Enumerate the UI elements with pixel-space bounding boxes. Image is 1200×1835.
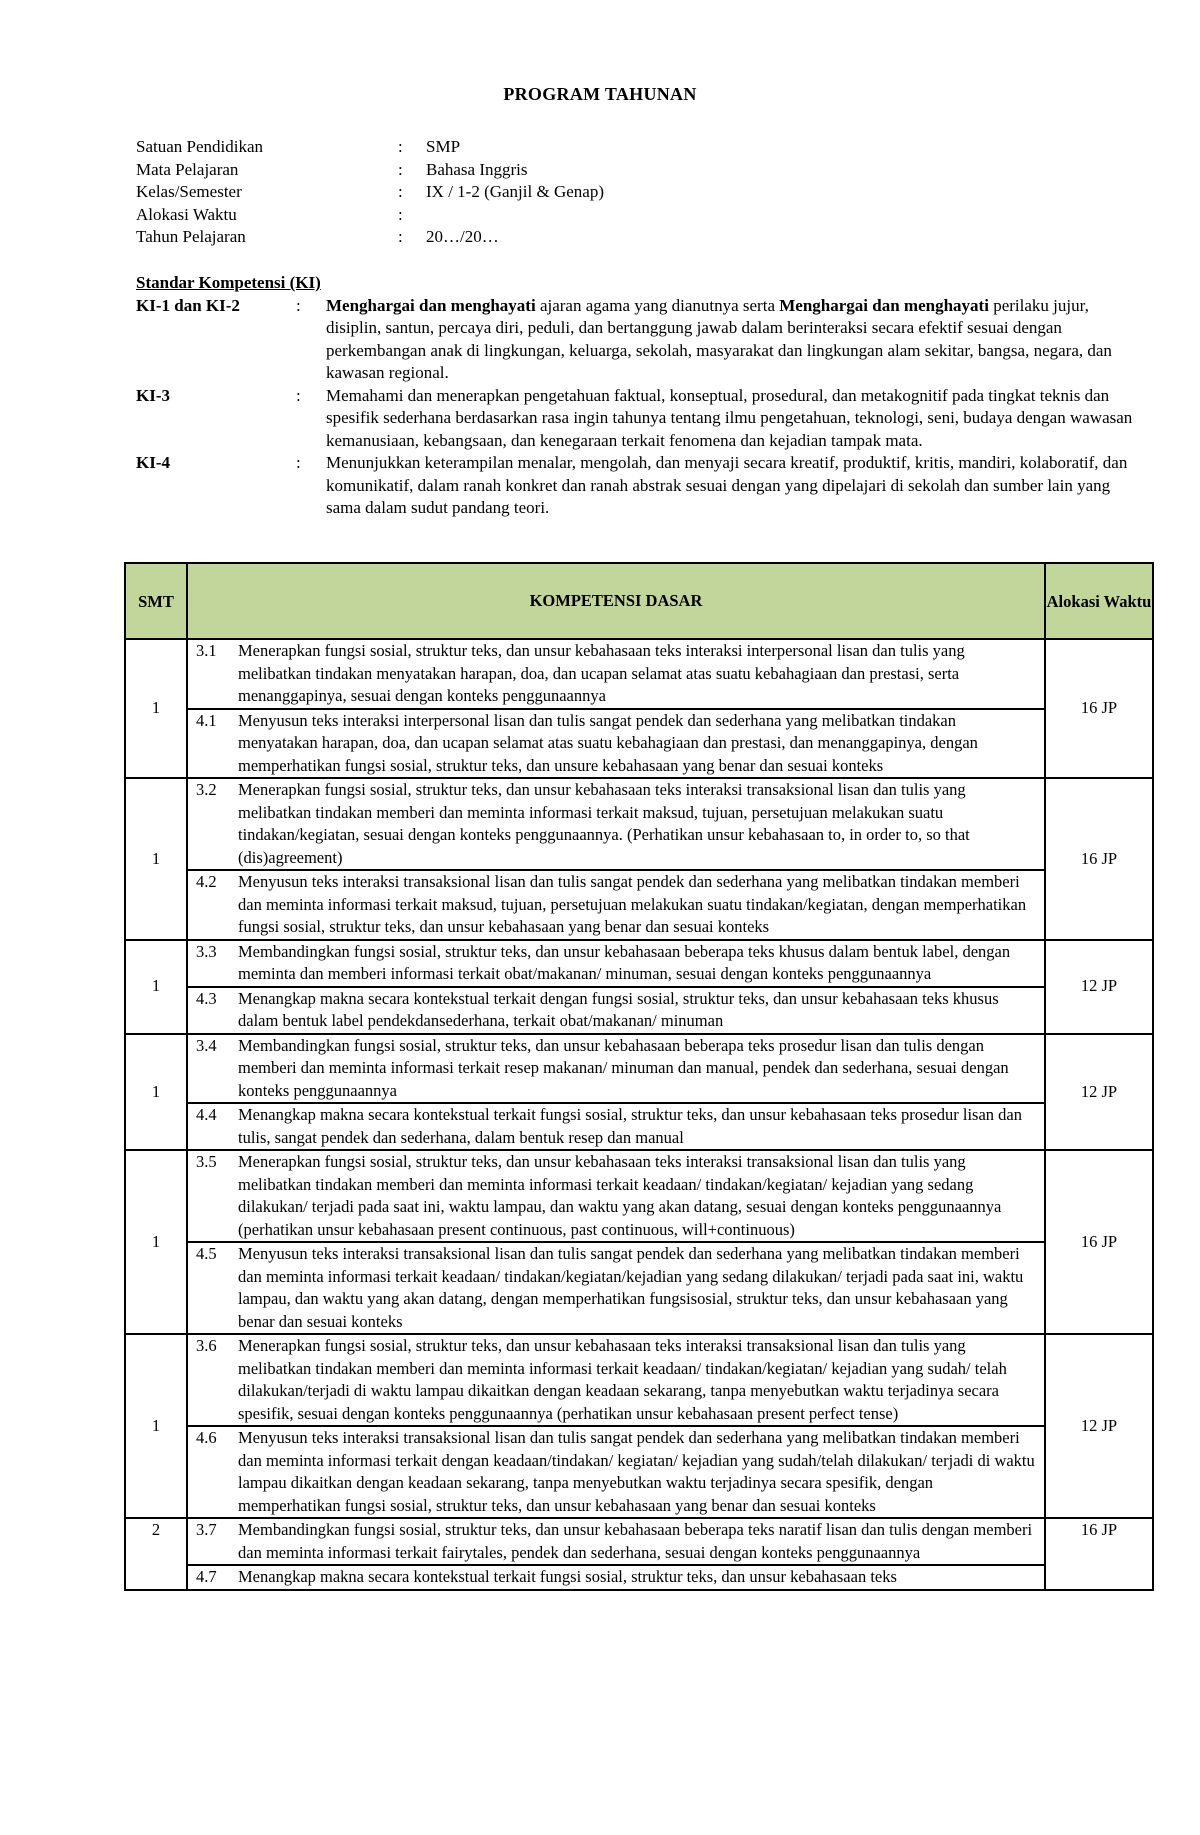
kd-text: Menyusun teks interaksi transaksional lisan dan tulis sangat pendek dan sederhana yang melibatkan tindakan memberi dan meminta informasi terkait maksud, tujuan, persetujuan melakukan suatu tindakan/kegiatan, dengan memperhatikan fungsi sosial, struktur teks, dan unsur kebahasaan yang benar dan sesuai konteks [238,872,1027,936]
kd-text: Menerapkan fungsi sosial, struktur teks, dan unsur kebahasaan teks interaksi transaksional lisan dan tulis yang melibatkan tindakan memberi dan meminta informasi terkait keadaan/ tindakan/kegiatan/ kejadian yang sedang dilakukan/ terjadi pada saat ini, waktu lampau, dan waktu yang akan datang, sesuai dengan konteks penggunaannya (perhatikan unsur kebahasaan present continuous, past continuous, will+continuous) [238,1152,1002,1239]
kd-item [188,1035,1044,1103]
table-header-row [125,563,1153,639]
aw-cell: 12 JP [1045,1034,1153,1151]
table-row [125,1150,1153,1334]
ki-label: KI-1 dan KI-2 [136,295,240,315]
kd-text: Menangkap makna secara kontekstual terkait fungsi sosial, struktur teks, dan unsur kebahasaan teks [238,1567,897,1586]
info-row [136,159,604,182]
kd-text: Menerapkan fungsi sosial, struktur teks, dan unsur kebahasaan teks interaksi transaksional lisan dan tulis yang melibatkan tindakan memberi dan meminta informasi terkait keadaan/ tindakan/kegiatan/ kejadian yang sudah/ telah dilakukan/terjadi di waktu lampau dikaitkan dengan keadaan sekarang, tanpa menyebutkan waktu terjadinya secara spesifik, sesuai dengan konteks penggunaannya (perhatikan unsur kebahasaan present perfect tense) [238,1336,1007,1423]
smt-cell: 1 [125,940,187,1034]
kd-cell [187,639,1045,778]
kd-item [188,1519,1044,1564]
kd-item [188,986,1044,1033]
info-colon: : [398,227,403,246]
aw-cell: 16 JP [1045,778,1153,940]
standar-kompetensi-section [136,272,1146,520]
kd-cell [187,778,1045,940]
page-title: PROGRAM TAHUNAN [503,84,697,104]
kd-text: Menerapkan fungsi sosial, struktur teks, dan unsur kebahasaan teks interaksi interpersonal lisan dan tulis yang melibatkan tindakan menyatakan harapan, doa, dan ucapan selamat atas suatu kebahagiaan dan prestasi, serta menanggapinya, sesuai dengan konteks penggunaannya [238,641,965,705]
ki-text [326,295,1146,385]
info-label: Satuan Pendidikan [136,137,264,156]
info-label: Mata Pelajaran [136,159,239,179]
aw-cell: 16 JP [1045,639,1153,778]
kd-text: Membandingkan fungsi sosial, struktur teks, dan unsur kebahasaan beberapa teks naratif lisan dan tulis dengan memberi dan meminta informasi terkait fairytales, pendek dan sederhana, sesuai dengan konteks penggunaannya [238,1520,1033,1562]
info-value: Bahasa Inggris [426,159,528,179]
info-row [136,204,604,227]
table-row [125,940,1153,1034]
kd-number: 3.7 [196,1520,217,1539]
kd-text: Menyusun teks interaksi interpersonal lisan dan tulis sangat pendek dan sederhana yang melibatkan tindakan menyatakan harapan, doa, dan ucapan selamat atas suatu kebahagiaan dan prestasi, dan menanggapinya, dengan memperhatikan fungsi sosial, struktur teks, dan unsure kebahasaan yang benar dan sesuai konteks [238,710,978,775]
kd-number: 4.1 [196,710,217,730]
aw-cell: 12 JP [1045,1334,1153,1518]
info-row [136,136,604,159]
kd-text: Menangkap makna secara kontekstual terkait fungsi sosial, struktur teks, dan unsur kebahasaan teks prosedur lisan dan tulis, sangat pendek dan sederhana, dalam bentuk resep dan manual [238,1105,1022,1147]
ki-colon: : [296,385,301,405]
ki-label: KI-4 [136,453,170,472]
kd-number: 4.3 [196,988,217,1008]
info-row [136,226,604,249]
ki-colon: : [296,453,301,472]
smt-cell: 1 [125,778,187,940]
header-smt: SMT [125,563,187,639]
kd-number: 3.5 [196,1152,217,1171]
info-row [136,181,604,204]
identity-info [136,136,604,249]
kd-item [188,1102,1044,1149]
ki-text: Memahami dan menerapkan pengetahuan faktual, konseptual, prosedural, dan metakognitif pada tingkat teknis dan spesifik sederhana berdasarkan rasa ingin tahunya tentang ilmu pengetahuan, teknologi, seni, budaya dengan wawasan kemanusiaan, kebangsaan, dan kenegaraan terkait fenomena dan kejadian tampak mata. [326,385,1133,450]
kd-text: Menyusun teks interaksi transaksional lisan dan tulis sangat pendek dan sederhana yang melibatkan tindakan memberi dan meminta informasi terkait dengan keadaan/tindakan/ kegiatan/ kejadian yang sudah/telah dilakukan/ terjadi di waktu lampau dikaitkan dengan keadaan sekarang, tanpa menyebutkan waktu terjadinya secara spesifik, dengan memperhatikan fungsi sosial, struktur teks, dan unsur kebahasaan yang benar dan sesuai konteks [238,1428,1035,1515]
header-alokasi-waktu: Alokasi Waktu [1045,563,1153,639]
ki-text-part: perilaku jujur, disiplin, santun, percaya diri, peduli, dan bertanggung jawab dalam berinteraksi secara efektif sesuai dengan perkembangan anak di lingkungan, keluarga, sekolah, masyarakat dan lingkungan alam sekitar, bangsa, negara, dan kawasan regional. [326,295,1112,382]
table-row [125,639,1153,778]
kd-item [188,1335,1044,1425]
kd-item [188,941,1044,986]
info-colon: : [398,137,403,156]
info-label: Alokasi Waktu [136,204,237,224]
kd-text: Menerapkan fungsi sosial, struktur teks, dan unsur kebahasaan teks interaksi transaksional lisan dan tulis yang melibatkan tindakan memberi dan meminta informasi terkait maksud, tujuan, persetujuan melakukan suatu tindakan/kegiatan, sesuai dengan konteks penggunaannya. (Perhatikan unsur kebahasaan to, in order to, so that (dis)agreement) [238,780,970,867]
table-row [125,1518,1153,1590]
info-colon: : [398,182,403,201]
info-label: Tahun Pelajaran [136,227,246,246]
kd-text: Menangkap makna secara kontekstual terkait dengan fungsi sosial, struktur teks, dan unsur kebahasaan teks khusus dalam bentuk label pendekdansederhana, terkait obat/makanan/ minuman [238,988,999,1030]
info-value: IX / 1-2 (Ganjil & Genap) [426,182,604,201]
kd-item [188,779,1044,869]
kd-number: 3.1 [196,641,217,660]
header-kompetensi-dasar: KOMPETENSI DASAR [187,563,1045,639]
aw-cell: 12 JP [1045,940,1153,1034]
ki-label: KI-3 [136,385,170,405]
ki-text: Menunjukkan keterampilan menalar, mengolah, dan menyaji secara kreatif, produktif, kritis, mandiri, kolaboratif, dan komunikatif, dalam ranah konkret dan ranah abstrak sesuai dengan yang dipelajari di sekolah dan sumber lain yang sama dalam sudut pandang teori. [326,453,1128,517]
kd-text: Membandingkan fungsi sosial, struktur teks, dan unsur kebahasaan beberapa teks khusus dalam bentuk label, dengan meminta dan memberi informasi terkait obat/makanan/ minuman, sesuai dengan konteks penggunaannya [238,941,1011,983]
kd-cell [187,1334,1045,1518]
kompetensi-dasar-table [124,562,1154,1591]
kd-number: 3.4 [196,1035,217,1055]
kd-cell [187,940,1045,1034]
ki-row [136,452,1146,520]
ki-bold-phrase: Menghargai dan menghayati [326,295,536,315]
kd-item [188,1241,1044,1333]
kd-number: 4.4 [196,1105,217,1124]
smt-cell: 1 [125,1034,187,1151]
kd-cell [187,1518,1045,1590]
kd-number: 4.2 [196,872,217,891]
kd-item [188,640,1044,708]
kd-cell [187,1034,1045,1151]
kd-item [188,708,1044,778]
kd-item [188,1151,1044,1241]
kd-item [188,1564,1044,1589]
kd-number: 3.6 [196,1336,217,1355]
info-label: Kelas/Semester [136,182,242,201]
smt-cell: 2 [125,1518,187,1590]
kd-cell [187,1150,1045,1334]
smt-cell: 1 [125,1334,187,1518]
kd-number: 4.7 [196,1567,217,1586]
ki-row [136,295,1146,385]
ki-text-part: ajaran agama yang dianutnya serta [535,295,780,315]
aw-cell: 16 JP [1045,1518,1153,1590]
ki-heading: Standar Kompetensi (KI) [136,273,321,292]
table-row [125,1034,1153,1151]
kd-number: 4.5 [196,1244,217,1263]
smt-cell: 1 [125,639,187,778]
ki-row [136,385,1146,453]
kd-number: 4.6 [196,1428,217,1447]
table-row [125,778,1153,940]
kd-item [188,869,1044,939]
info-colon: : [398,204,403,224]
kd-number: 3.2 [196,780,217,799]
info-value: 20…/20… [426,227,499,246]
table-row [125,1334,1153,1518]
kd-text: Menyusun teks interaksi transaksional lisan dan tulis sangat pendek dan sederhana yang melibatkan tindakan memberi dan meminta informasi terkait keadaan/ tindakan/kegiatan/kejadian yang sedang dilakukan/ terjadi pada saat ini, waktu lampau, dan waktu yang akan datang, dengan memperhatikan fungsisosial, struktur teks, dan unsur kebahasaan yang benar dan sesuai konteks [238,1244,1024,1331]
smt-cell: 1 [125,1150,187,1334]
aw-cell: 16 JP [1045,1150,1153,1334]
kd-number: 3.3 [196,941,217,961]
kd-item [188,1425,1044,1517]
kd-text: Membandingkan fungsi sosial, struktur teks, dan unsur kebahasaan beberapa teks prosedur lisan dan tulis dengan memberi dan meminta informasi terkait resep makanan/ minuman dan manual, pendek dan sederhana, sesuai dengan konteks penggunaannya [238,1035,1009,1100]
ki-colon: : [296,295,301,315]
info-value: SMP [426,137,461,156]
ki-bold-phrase: Menghargai dan menghayati [779,295,989,315]
info-colon: : [398,159,403,179]
